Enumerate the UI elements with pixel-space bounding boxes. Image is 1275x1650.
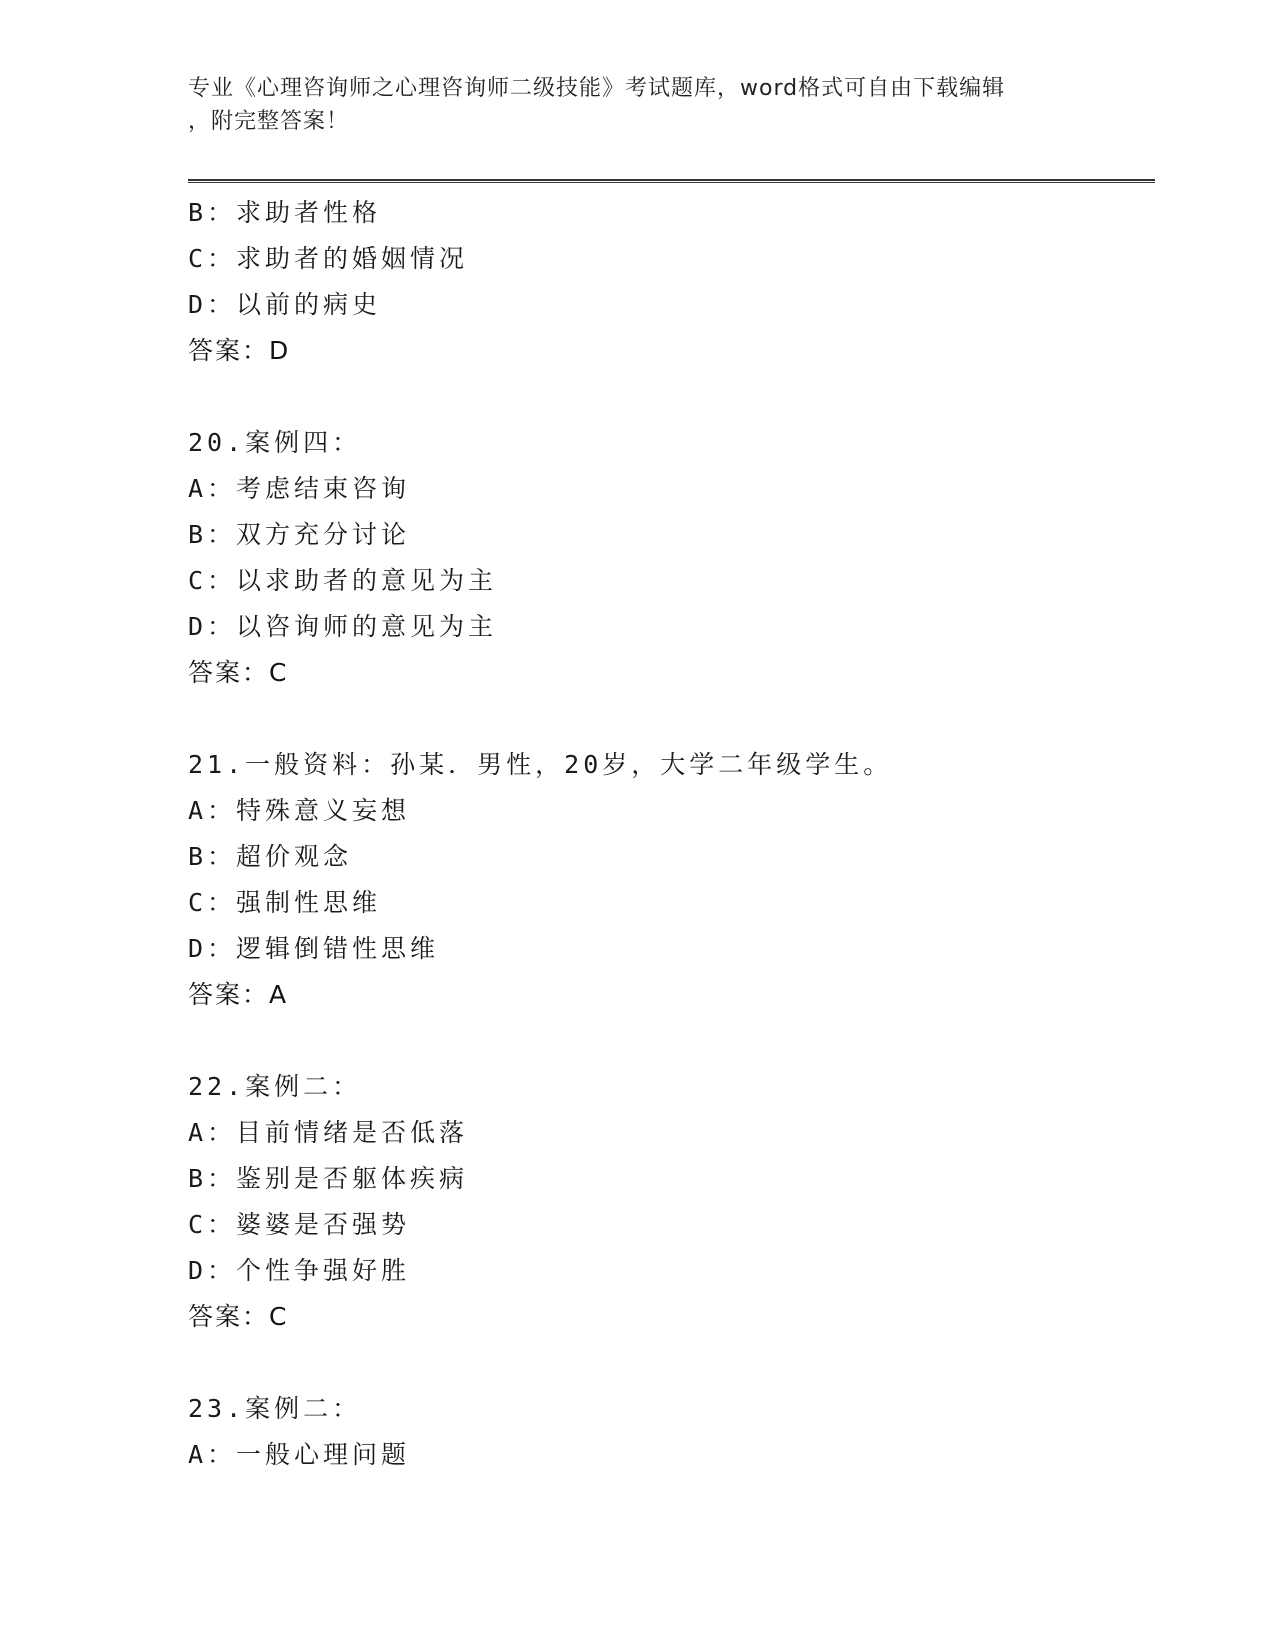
option-b: B：超价观念 [188, 842, 353, 871]
option-b: B：鉴别是否躯体疾病 [188, 1164, 469, 1193]
question-stem: 21.一般资料：孙某．男性，20岁，大学二年级学生。 [188, 750, 893, 779]
question-20 [188, 420, 1155, 696]
option-d: D：以前的病史 [188, 290, 382, 319]
spacer [188, 1340, 1155, 1386]
option-c: C：求助者的婚姻情况 [188, 244, 469, 273]
answer: 答案：A [188, 980, 289, 1009]
option-a: A：一般心理问题 [188, 1440, 411, 1469]
option-a: A：特殊意义妄想 [188, 796, 411, 825]
document-header [188, 72, 1088, 138]
option-d: D：以咨询师的意见为主 [188, 612, 498, 641]
spacer [188, 374, 1155, 420]
question-stem: 20.案例四： [188, 428, 362, 457]
option-b: B：求助者性格 [188, 198, 382, 227]
question-23 [188, 1386, 1155, 1478]
option-a: A：考虑结束咨询 [188, 474, 411, 503]
question-22 [188, 1064, 1155, 1340]
option-c: C：婆婆是否强势 [188, 1210, 411, 1239]
header-line-1: 专业《心理咨询师之心理咨询师二级技能》考试题库，word格式可自由下载编辑 [188, 76, 1006, 101]
answer: 答案：C [188, 658, 289, 687]
header-line-2: ，附完整答案！ [188, 109, 350, 134]
spacer [188, 1018, 1155, 1064]
question-stem: 23.案例二： [188, 1394, 362, 1423]
question-list [188, 190, 1155, 1478]
option-d: D：逻辑倒错性思维 [188, 934, 440, 963]
spacer [188, 696, 1155, 742]
question-19 [188, 190, 1155, 374]
option-c: C：强制性思维 [188, 888, 382, 917]
option-b: B：双方充分讨论 [188, 520, 411, 549]
answer: 答案：D [188, 336, 291, 365]
answer: 答案：C [188, 1302, 289, 1331]
option-c: C：以求助者的意见为主 [188, 566, 498, 595]
option-a: A：目前情绪是否低落 [188, 1118, 469, 1147]
header-divider [188, 179, 1155, 183]
question-21 [188, 742, 1155, 1018]
question-stem: 22.案例二： [188, 1072, 362, 1101]
option-d: D：个性争强好胜 [188, 1256, 411, 1285]
